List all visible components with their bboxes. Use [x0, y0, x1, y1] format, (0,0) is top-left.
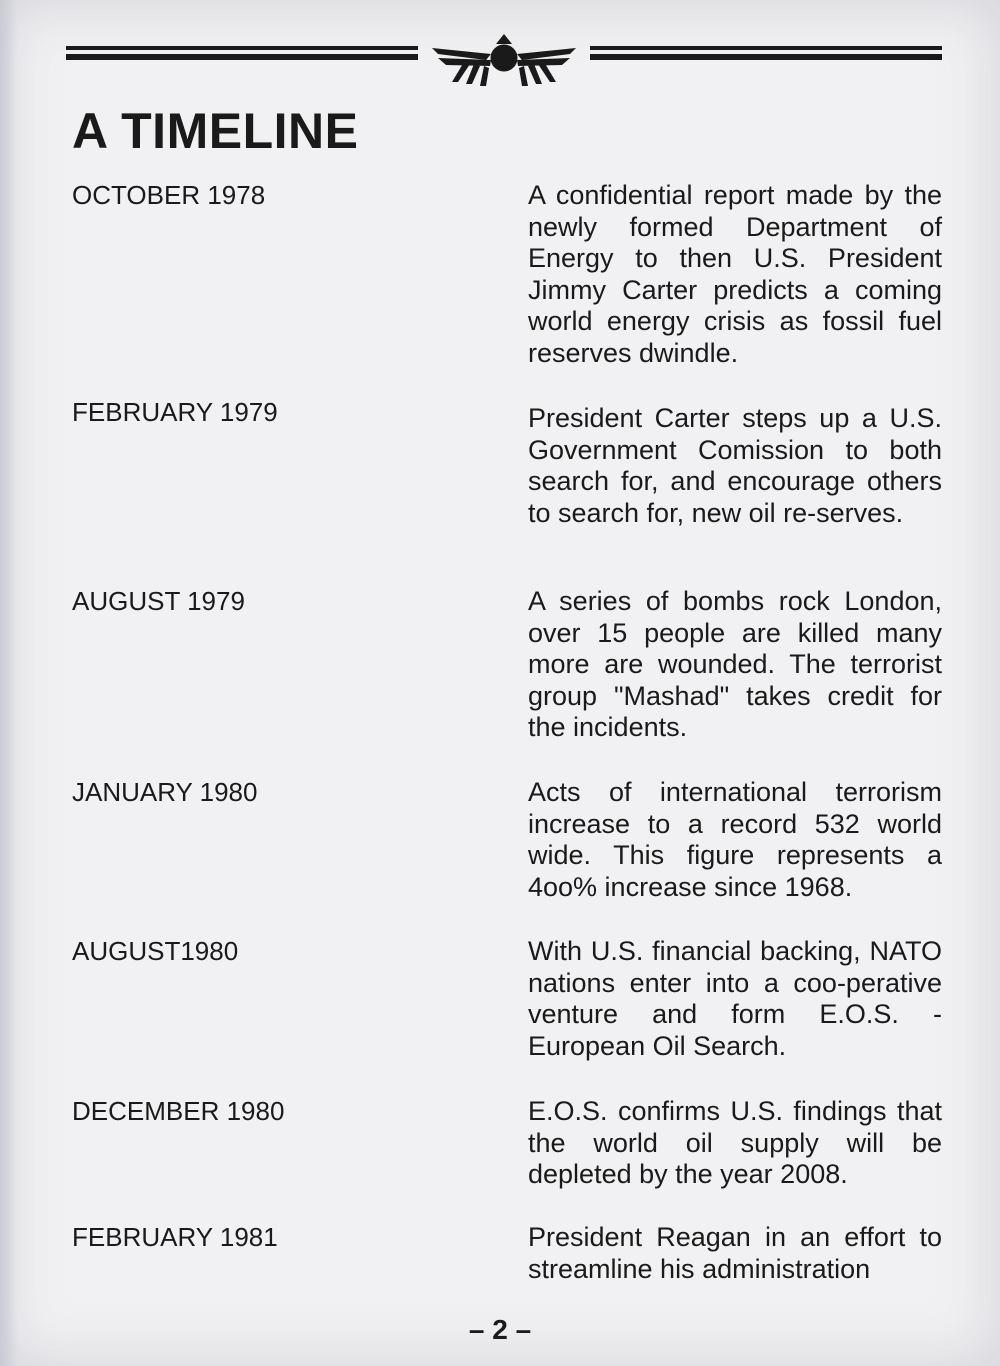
entry-description: With U.S. financial backing, NATO nations enter into a coo-perative venture and form E.O.S. - European Oil Search. — [528, 936, 942, 1061]
entry-description: A series of bombs rock London, over 15 people are killed many more are wounded. The terrorist group "Mashad" takes credit for the incidents. — [528, 586, 942, 742]
entry-date: AUGUST 1979 — [72, 586, 245, 616]
entry-date: AUGUST1980 — [72, 936, 239, 966]
header-ornament — [66, 28, 942, 88]
page-title: A TIMELINE — [72, 103, 359, 159]
ornament-rule-left — [66, 46, 418, 60]
entry-description: A confidential report made by the newly formed Department of Energy to then U.S. President Jimmy Carter predicts a coming world energy crisis as fossil fuel reserves dwindle. — [528, 180, 942, 368]
ornament-rule-right — [590, 46, 942, 60]
entry-description: President Reagan in an effort to streamline his administration — [528, 1222, 942, 1284]
page-spine-shadow — [0, 0, 18, 1366]
entry-description: President Carter steps up a U.S. Government Comission to both search for, and encourage others to search for, new oil re-serves. — [528, 403, 942, 528]
entry-date: OCTOBER 1978 — [72, 180, 266, 210]
entry-date: FEBRUARY 1981 — [72, 1222, 278, 1252]
winged-emblem-icon — [432, 34, 576, 86]
entry-date: DECEMBER 1980 — [72, 1096, 285, 1126]
entry-description: Acts of international terrorism increase to a record 532 world wide. This figure represents a 4oo% increase since 1968. — [528, 777, 942, 902]
page-number: – 2 – — [468, 1314, 532, 1345]
entry-description: E.O.S. confirms U.S. findings that the world oil supply will be depleted by the year 2008. — [528, 1096, 942, 1189]
entry-date: FEBRUARY 1979 — [72, 397, 278, 427]
entry-date: JANUARY 1980 — [72, 777, 258, 807]
